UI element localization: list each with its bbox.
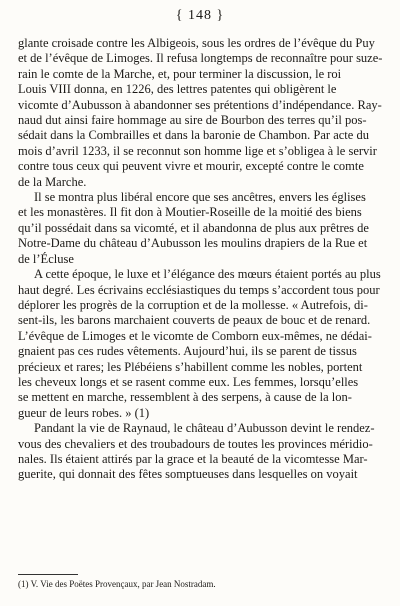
- text-line: mois d’avril 1233, il se reconnut son homme lige et s’obligea à le servir: [18, 143, 377, 158]
- text-line: rain le comte de la Marche, et, pour terminer la discussion, le roi: [18, 66, 342, 81]
- text-line: glante croisade contre les Albigeois, sous les ordres de l’évêque du Puy: [18, 36, 375, 50]
- text-line: et de l’évêque de Limoges. Il refusa longtemps de reconnaître pour suze-: [18, 51, 383, 66]
- text-line: naud dut ainsi faire hommage au sire de Bourbon des terres qu’il pos-: [18, 113, 367, 128]
- text-line: vicomte d’Aubusson à abandonner ses prétentions d’indépendance. Ray-: [18, 97, 382, 112]
- page-number: { 148 }: [175, 8, 225, 23]
- text-line: précieux et rares; les Plébéiens s’habillent comme les nobles, portent: [18, 359, 363, 374]
- text-line: qu’il possédait dans sa vicomté, et il abandonna de plus aux prêtres de: [18, 220, 369, 235]
- text-line: vous des chevaliers et des troubadours de toutes les provinces méridio-: [18, 436, 373, 451]
- text-line: gnaient pas ces rudes vêtements. Aujourd’hui, ils se parent de tissus: [18, 344, 357, 359]
- text-line: sent-ils, les barons marchaient couverts de peaux de bouc et de renard.: [18, 313, 371, 328]
- text-line: haut degré. Les écrivains ecclésiastiques du temps s’accordent tous pour: [18, 282, 380, 297]
- text-line: guerite, qui donnait des fêtes somptueuses dans lesquelles on voyait: [18, 467, 358, 482]
- text-line: Louis VIII donna, en 1226, des lettres patentes qui obligèrent le: [18, 82, 337, 97]
- body-paragraph: [18, 36, 382, 483]
- footnote-area: [18, 574, 382, 590]
- text-line: se mettent en marche, ressemblent à des serpens, à cause de la lon-: [18, 390, 352, 405]
- text-line: les cheveux longs et se rasent comme eux. Les femmes, lorsqu’elles: [18, 374, 359, 389]
- text-line: gueur de leurs robes. » (1): [18, 405, 150, 420]
- footnote: (1) V. Vie des Poëtes Provençaux, par Jean Nostradam.: [18, 579, 216, 589]
- text-line: contre tous ceux qui peuvent vivre et mourir, excepté contre le comte: [18, 159, 364, 174]
- text-line: A cette époque, le luxe et l’élégance des mœurs étaient portés au plus: [34, 267, 381, 282]
- text-line: déplorer les progrès de la corruption et de la mollesse. « Autrefois, di-: [18, 297, 368, 312]
- text-line: sédait dans la Combrailles et dans la baronie de Chambon. Par acte du: [18, 128, 369, 143]
- body-text: [18, 36, 382, 483]
- text-line: de la Marche.: [18, 174, 87, 189]
- text-line: et les monastères. Il fit don à Moutier-Roseille de la moitié des biens: [18, 205, 362, 220]
- text-line: de l’Écluse: [18, 251, 74, 266]
- text-line: Il se montra plus libéral encore que ses ancêtres, envers les églises: [34, 190, 366, 205]
- footnote-rule: [18, 574, 78, 575]
- text-line: nales. Ils étaient attirés par la grace et la beauté de la vicomtesse Mar-: [18, 451, 368, 466]
- text-line: Pandant la vie de Raynaud, le château d’Aubusson devint le rendez-: [34, 421, 375, 436]
- text-line: Notre-Dame du château d’Aubusson les moulins drapiers de la Rue et: [18, 236, 368, 251]
- text-line: L’évêque de Limoges et le vicomte de Comborn eux-mêmes, ne dédai-: [18, 328, 372, 343]
